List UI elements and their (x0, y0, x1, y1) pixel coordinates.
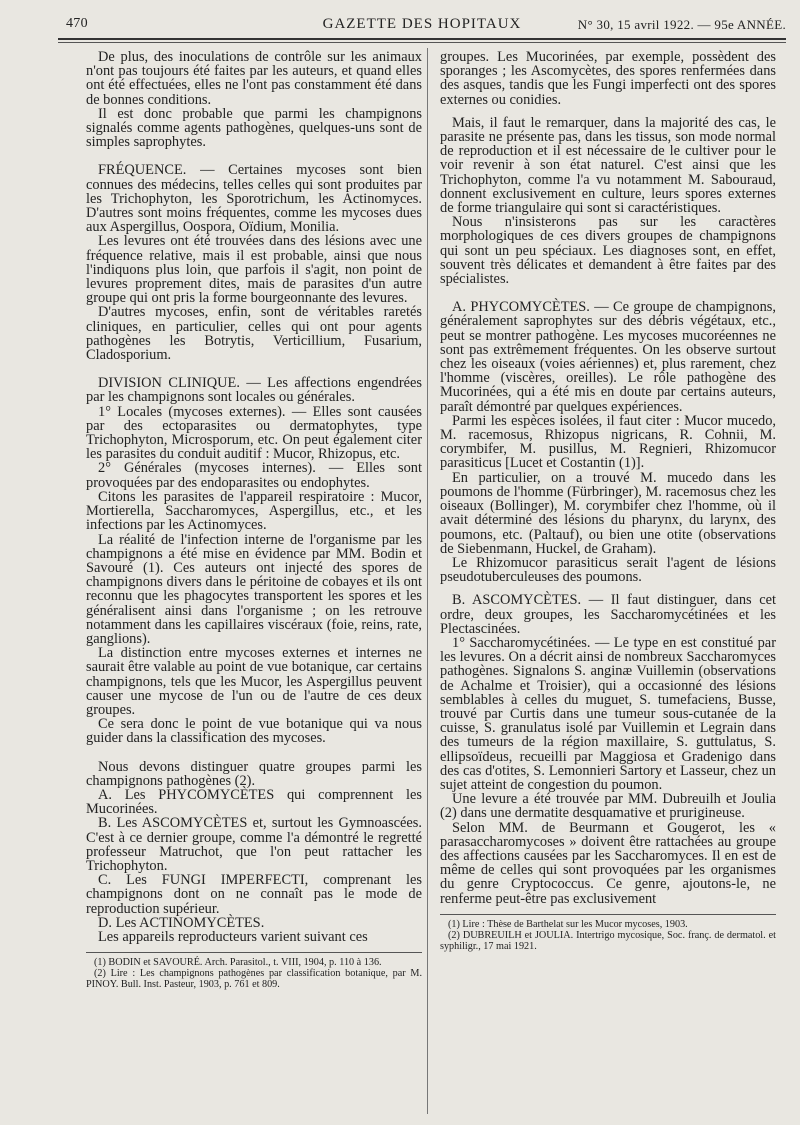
page-number: 470 (66, 16, 88, 31)
issue-info: N° 30, 15 avril 1922. — 95e ANNÉE. (577, 17, 786, 32)
paragraph: En particulier, on a trouvé M. mucedo dans les poumons de l'homme (Fürbringer), M. racemosus chez les oiseaux (Bollinger), M. corymbifer chez l'homme, où il avait déterminé des lésions du pharynx, du larynx, des poumons, etc. (Paltauf), ou bien une otite (observations de Siebenmann, Huckel, de Graham). (440, 469, 776, 557)
paragraph: 1° Saccharomycétinées. — Le type en est constitué par les levures. On a décrit ainsi de nombreux Saccharomyces pathogènes. Signalons S. anginæ Vuillemin (observations de Achalme et Troisier), qui a occasionné des lésions semblables à celles du muguet, S. tumefaciens, Busse, trouvé par Curtis dans une tumeur sous-cutanée de la cuisse, S. granulatus isolé par Vuillemin et Legrain dans des tumeurs de la région maxillaire, S. guttulatus, S. ellipsoïdeus, recueilli par Maggiosa et Gradenigo dans des cas d'otites, S. Lemonnieri Sartory et Lasseur, chez un sujet atteint de congestion du poumon. (440, 634, 776, 793)
paragraph: La réalité de l'infection interne de l'organisme par les champignons a été mise en évidence par MM. Bodin et Savouré (1). Ces auteurs ont injecté des spores de champignons divers dans le péritoine de cobayes et ils ont reconnu que les phagocytes transportent les spores et les généralisent ainsi dans l'organisme ; on les retrouve notamment dans les capillaires viscéraux (foie, reins, rate, ganglions). (86, 531, 422, 647)
left-column (86, 50, 422, 990)
header-rule-thin (58, 42, 786, 43)
paragraph: 2° Générales (mycoses internes). — Elles sont provoquées par des endoparasites ou endophytes. (86, 460, 422, 491)
paragraph: A. Les PHYCOMYCÈTES qui comprennent les Mucorinées. (86, 786, 422, 818)
paragraph: Ce sera donc le point de vue botanique qui va nous guider dans la classification des mycoses. (86, 716, 422, 747)
paragraph: Les levures ont été trouvées dans des lésions avec une fréquence relative, mais il est probable, ainsi que nous l'indiquons plus loin, que parfois il s'agit, non point de levures proprement dites, mais de parasites d'un autre groupe qui ont pris la forme bourgeonnante des levures. (86, 233, 422, 307)
footnote: (1) Lire : Thèse de Barthelat sur les Mucor mycoses, 1903. (448, 918, 688, 930)
footnote-rule (86, 952, 422, 953)
footnote: (2) DUBREUILH et JOULIA. Intertrigo mycosique, Soc. franç. de dermatol. et syphiligr., 17 mai 1921. (440, 929, 776, 952)
paragraph: B. ASCOMYCÈTES. — Il faut distinguer, dans cet ordre, deux groupes, les Saccharomycétinées et les Plectascinées. (440, 592, 776, 637)
footnote: (2) Lire : Les champignons pathogènes par classification botanique, par M. PINOY. Bull. Inst. Pasteur, 1903, p. 761 et 809. (86, 968, 422, 991)
right-column (440, 50, 776, 952)
paragraph: D'autres mycoses, enfin, sont de véritables raretés cliniques, en particulier, celles qui ont pour agents pathogènes les Botrytis, Verticillium, Fusarium, Cladosporium. (86, 304, 422, 364)
paragraph: 1° Locales (mycoses externes). — Elles sont causées par des ectoparasites ou dermatophytes, type Trichophyton, Microsporum, etc. On peut également citer les parasites du conduit auditif : Mucor, Rhizopus, etc. (86, 403, 422, 463)
footnotes (440, 919, 776, 952)
paragraph: Une levure a été trouvée par MM. Dubreuilh et Joulia (2) dans une dermatite desquamative et prurigineuse. (440, 791, 776, 822)
header-rule-thick (58, 38, 786, 40)
paragraph: FRÉQUENCE. — Certaines mycoses sont bien connues des médecins, telles celles qui sont produites par les Trichophyton, les Sporotrichum, les Actinomyces. D'autres sont moins fréquentes, comme les mycoses dues aux Aspergillus, Oospora, Oïdium, Monilia. (86, 162, 422, 236)
paragraph: Les appareils reproducteurs varient suivant ces (98, 928, 368, 945)
paragraph: Le Rhizomucor parasiticus serait l'agent de lésions pseudotuberculeuses des poumons. (440, 554, 776, 586)
paragraph: Nous devons distinguer quatre groupes parmi les champignons pathogènes (2). (86, 758, 422, 789)
footnote-rule (440, 914, 776, 915)
column-separator (427, 48, 428, 1114)
paragraph: La distinction entre mycoses externes et internes ne saurait être valable au point de vue botanique, car certains champignons, tels que les Mucor, les Aspergillus peuvent causer une mycose de l'un ou de l'autre de ces deux groupes. (86, 645, 422, 718)
paragraph: De plus, des inoculations de contrôle sur les animaux n'ont pas toujours été faites par les auteurs, et quand elles ont été effectuées, elles ne l'ont pas constamment été dans de bonnes conditions. (86, 49, 422, 108)
paragraph: B. Les ASCOMYCÈTES et, surtout les Gymnoascées. C'est à ce dernier groupe, comme l'a démontré le regretté professeur Matruchot, que l'on peut rattacher les Trichophyton. (86, 815, 422, 874)
footnote: (1) BODIN et SAVOURÉ. Arch. Parasitol., t. VIII, 1904, p. 110 à 136. (94, 957, 382, 969)
paragraph: DIVISION CLINIQUE. — Les affections engendrées par les champignons sont locales ou générales. (86, 375, 422, 406)
paragraph: Nous n'insisterons pas sur les caractères morphologiques de ces divers groupes de champignons qui sont un peu spéciaux. Les diagnoses sont, en effet, souvent très délicates et demandent à être faites par des spécialistes. (440, 214, 776, 288)
paragraph: C. Les FUNGI IMPERFECTI, comprenant les champignons dont on ne connaît pas le mode de reproduction supérieur. (86, 872, 422, 917)
paragraph: Citons les parasites de l'appareil respiratoire : Mucor, Mortierella, Saccharomyces, Aspergillus, etc., et les infections par les Actinomyces. (86, 488, 422, 534)
journal-title: GAZETTE DES HOPITAUX (322, 16, 522, 32)
paragraph: Parmi les espèces isolées, il faut citer : Mucor mucedo, M. racemosus, Rhizopus nigricans, R. Cohnii, M. corymbifer, M. pusillus, M. Regnieri, Rhizomucor parasiticus [Lucet et Costantin (1)]. (440, 412, 776, 472)
paragraph: Il est donc probable que parmi les champignons signalés comme agents pathogènes, quelques-uns sont de simples saprophytes. (86, 105, 422, 151)
paragraph: groupes. Les Mucorinées, par exemple, possèdent des sporanges ; les Ascomycètes, des spores renfermées dans des asques, tandis que les Fungi imperfecti ont des spores externes ou conidies. (440, 49, 776, 108)
paragraph: A. PHYCOMYCÈTES. — Ce groupe de champignons, généralement saprophytes sur des débris végétaux, etc., peut se montrer pathogène. Les mycoses mucoréennes ne sont pas extrêmement fréquentes. On les observe surtout chez les oiseaux (voies aériennes) et, plus rarement, chez l'homme (viscères, oreilles). Le rôle pathogène des Mucorinées, qui a été mis en doute par certains auteurs, paraît démontré par quelques expériences. (440, 299, 776, 415)
paragraph: D. Les ACTINOMYCÈTES. (98, 914, 265, 931)
footnotes (86, 957, 422, 990)
paragraph: Selon MM. de Beurmann et Gougerot, les « parasaccharomycoses » doivent être rattachées au groupe des affections causées par les Saccharomyces. Il en est de même de celles qui sont provoquées par les organismes du genre Cryptococcus. Ce genre, ajoutons-le, ne renferme peut-être pas exclusivement (440, 819, 776, 907)
running-header (58, 14, 786, 36)
paragraph: Mais, il faut le remarquer, dans la majorité des cas, le parasite ne présente pas, dans les tissus, son mode normal de reproduction et il est nécessaire de le cultiver pour le voir revenir à son état naturel. C'est ainsi que les Trichophyton, comme l'a vu notamment M. Sabouraud, donnent exclusivement en culture, leurs spores externes de forme triangulaire qui sont si caractéristiques. (440, 114, 776, 217)
